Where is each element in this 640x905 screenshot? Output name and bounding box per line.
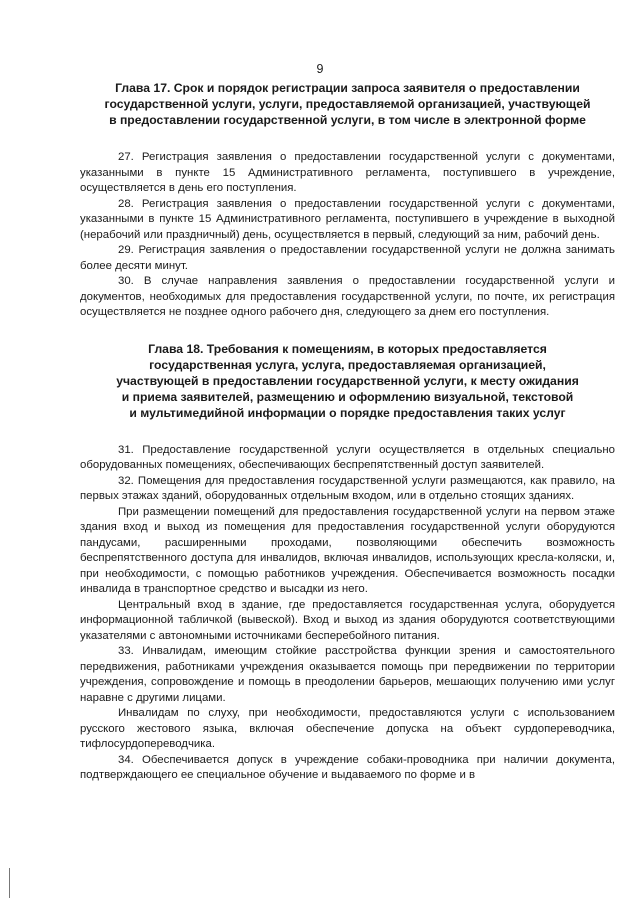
- paragraph-28: 28. Регистрация заявления о предоставлении государственной услуги с документами, указанными в пункте 15 Административного регламента, поступившего в учреждение в выходной (нерабочий или праздничный) день, осуществляется в первый, следующий за ним, рабочий день.: [80, 197, 615, 241]
- paragraph-34: 34. Обеспечивается допуск в учреждение собаки-проводника при наличии документа, подтверждающего ее специальное обучение и выдаваемого по форме и в: [80, 753, 615, 781]
- chapter-18-title-line: государственная услуга, услуга, предоставляемая организацией,: [149, 357, 546, 372]
- chapter-18-title-line: и приема заявителей, размещению и оформлению визуальной, текстовой: [121, 389, 574, 404]
- paragraph-31: 31. Предоставление государственной услуги осуществляется в отдельных специально оборудованных помещениях, обеспечивающих беспрепятственный доступ заявителей.: [80, 443, 615, 471]
- paragraph-32-entrance: Центральный вход в здание, где предоставляется государственная услуга, оборудуется информационной табличкой (вывеской). Вход и выход из здания оборудуются соответствующими указателями с автономными источниками бесперебойного питания.: [80, 598, 615, 642]
- document-body: [80, 80, 615, 784]
- paragraph-30: 30. В случае направления заявления о предоставлении государственной услуги и документов, необходимых для предоставления государственной услуги, по почте, их регистрация осуществляется не позднее одного рабочего дня, следующего за днем его поступления.: [80, 275, 615, 318]
- chapter-18-title-line: и мультимедийной информации о порядке предоставления таких услуг: [129, 405, 566, 420]
- chapter-18-title-line: Глава 18. Требования к помещениям, в которых предоставляется: [148, 341, 547, 356]
- paragraph-33: 33. Инвалидам, имеющим стойкие расстройства функции зрения и самостоятельного передвижения, работниками учреждения оказывается помощь при передвижении по территории учреждения, сопровождение и помощь в преодолении барьеров, мешающих получению ими услуг наравне с другими лицами.: [80, 645, 615, 704]
- paragraph-29: 29. Регистрация заявления о предоставлении государственной услуги не должна занимать более десяти минут.: [80, 244, 615, 272]
- chapter-18-title-line: участвующей в предоставлении государственной услуги, к месту ожидания: [116, 373, 579, 388]
- paragraph-33-hearing: Инвалидам по слуху, при необходимости, предоставляются услуги с использованием русского жестового языка, включая обеспечение допуска на объект сурдопереводчика, тифлосурдопереводчика.: [80, 707, 615, 750]
- chapter-17-title: [80, 80, 615, 128]
- page-number: 9: [316, 62, 324, 76]
- chapter-17-title-line: Глава 17. Срок и порядок регистрации запроса заявителя о предоставлении: [115, 81, 580, 95]
- paragraph-32-ramps: При размещении помещений для предоставления государственной услуги на первом этаже здания вход и выход из помещения для предоставления государственной услуги оборудуются пандусами, расширенными проходами, позволяющими обеспечить возможность беспрепятственного доступа для инвалидов, включая инвалидов, использующих кресла-коляски, и, при необходимости, с помощью работников учреждения. Обеспечивается возможность посадки инвалида в транспортное средство и высадки из него.: [80, 505, 615, 595]
- chapter-17-title-line: государственной услуги, услуги, предоставляемой организацией, участвующей: [104, 97, 591, 111]
- paragraph-32: 32. Помещения для предоставления государственной услуги размещаются, как правило, на первых этажах зданий, оборудованных отдельным входом, или в отдельно стоящих зданиях.: [80, 474, 615, 502]
- paragraph-27: 27. Регистрация заявления о предоставлении государственной услуги с документами, указанными в пункте 15 Административного регламента, поступившего в учреждение, осуществляется в день его поступления.: [80, 151, 615, 194]
- chapter-18-title: [80, 341, 615, 421]
- chapter-17-title-line: в предоставлении государственной услуги, в том числе в электронной форме: [109, 113, 586, 127]
- scan-edge-mark: [9, 868, 10, 898]
